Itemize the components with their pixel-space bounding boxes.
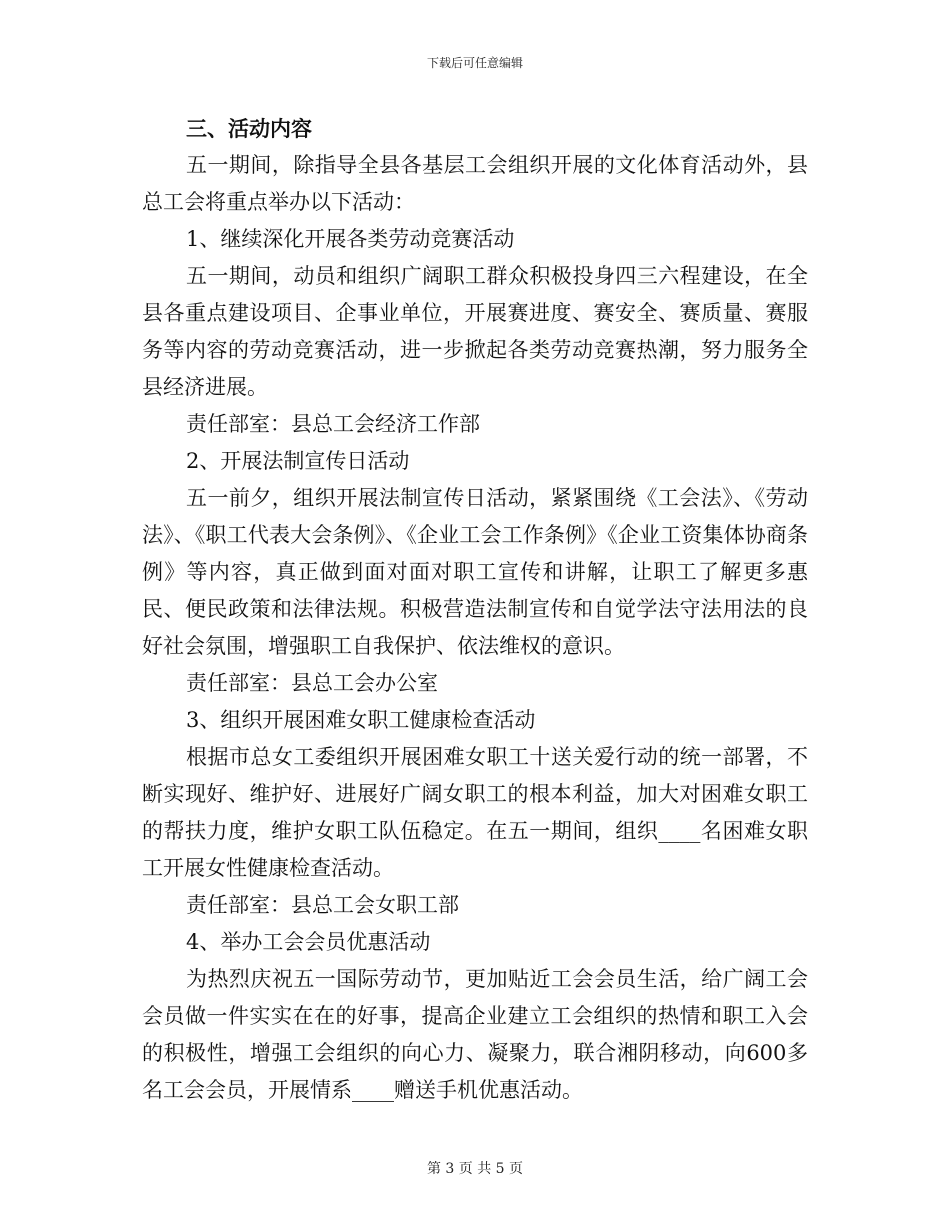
item4-title: 4、举办工会会员优惠活动 (186, 930, 431, 954)
item3-title: 3、组织开展困难女职工健康检查活动 (186, 708, 536, 732)
section-title: 三、活动内容 (186, 116, 312, 141)
item4-body: 为热烈庆祝五一国际劳动节，更加贴近工会会员生活，给广阔工会会员做一件实实在在的好事，提高企业建立工会组织的热情和职工入会的积极性，增强工会组织的向心力、凝聚力，联合湘阴移动，向600多名工会会员，开展情系____赠送手机优惠活动。 (142, 967, 808, 1102)
page-header: 下载后可任意编辑 (426, 56, 523, 70)
item3-body: 根据市总女工委组织开展困难女职工十送关爱行动的统一部署，不断实现好、维护好、进展好广阔女职工的根本利益，加大对困难女职工的帮扶力度，维护女职工队伍稳定。在五一期间，组织____名困难女职工开展女性健康检查活动。 (142, 745, 808, 880)
item2-body: 五一前夕，组织开展法制宣传日活动，紧紧围绕《工会法》、《劳动法》、《职工代表大会条例》、《企业工会工作条例》《企业工资集体协商条例》等内容，真正做到面对面对职工宣传和讲解，让职工了解更多惠民、便民政策和法律法规。积极营造法制宣传和自觉学法守法用法的良好社会氛围，增强职工自我保护、依法维权的意识。 (142, 486, 808, 658)
item2-title: 2、开展法制宣传日活动 (186, 449, 410, 473)
page-footer: 第 3 页 共 5 页 (426, 1161, 524, 1177)
item1-responsible: 责任部室：县总工会经济工作部 (186, 412, 480, 436)
item3-responsible: 责任部室：县总工会女职工部 (186, 893, 459, 917)
intro-paragraph: 五一期间，除指导全县各基层工会组织开展的文化体育活动外，县总工会将重点举办以下活动： (142, 153, 808, 214)
item2-responsible: 责任部室：县总工会办公室 (186, 671, 438, 695)
item1-title: 1、继续深化开展各类劳动竞赛活动 (186, 227, 515, 251)
item1-body: 五一期间，动员和组织广阔职工群众积极投身四三六程建设，在全县各重点建设项目、企事业单位，开展赛进度、赛安全、赛质量、赛服务等内容的劳动竞赛活动，进一步掀起各类劳动竞赛热潮，努力服务全县经济进展。 (142, 264, 808, 399)
document-body (142, 110, 808, 1109)
